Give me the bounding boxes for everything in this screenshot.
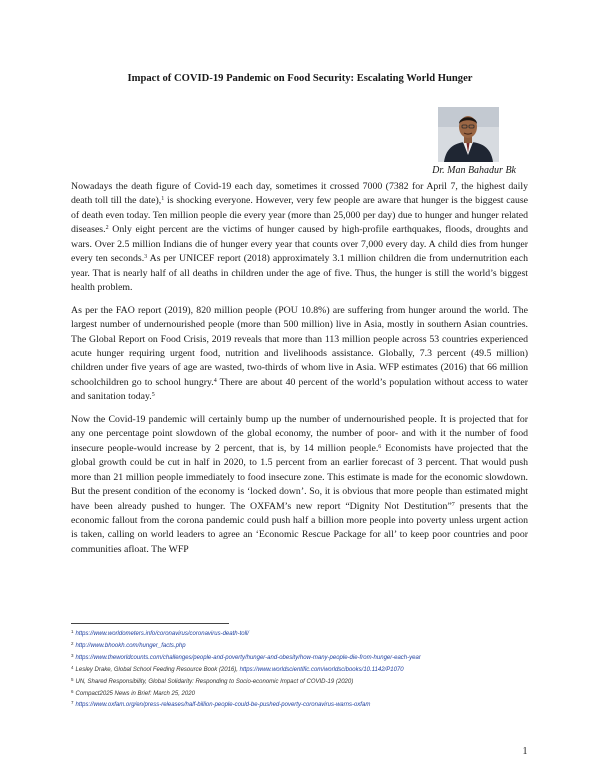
page-number: 1 bbox=[522, 746, 528, 757]
article-title: Impact of COVID-19 Pandemic on Food Security: Escalating World Hunger bbox=[127, 73, 473, 84]
paragraph-text: There are about 40 percent of the world’s population without access to water and sanitation today. bbox=[71, 376, 529, 403]
author-photo bbox=[438, 107, 499, 162]
footnote-item bbox=[71, 665, 531, 677]
footnote-item bbox=[71, 641, 531, 653]
footnote-item bbox=[71, 629, 531, 641]
footnote-number: 2 bbox=[71, 640, 74, 646]
footnote-number: 3 bbox=[71, 652, 74, 658]
footnote-ref[interactable]: 7 bbox=[451, 501, 455, 508]
footnote-ref[interactable]: 5 bbox=[151, 392, 155, 399]
article-body bbox=[71, 180, 528, 565]
footnote-link[interactable]: https://www.worldscientific.com/worldscibooks/10.1142/P1070 bbox=[239, 666, 404, 673]
body-paragraph bbox=[71, 413, 528, 558]
paragraph-text: presents that the economic fallout from the corona pandemic could push half a billion more people into poverty unless urgent action is taken, calling on world leaders to agree an ‘Economic Rescue Package for all’ to keep poor countries and poor communities afloat. The WFP bbox=[71, 500, 528, 555]
footnote-link[interactable]: https://www.theworldcounts.com/challenges/people-and-poverty/hunger-and-obesity/how-many-people-die-from-hunger-each-year bbox=[75, 654, 421, 661]
footnote-text: UN, Shared Responsibility, Global Solidarity: Responding to Socio-economic Impact of COVID-19 (2020) bbox=[75, 678, 354, 685]
footnote-item bbox=[71, 653, 531, 665]
footnote-ref[interactable]: 3 bbox=[144, 254, 148, 261]
footnote-link[interactable]: https://www.oxfam.org/en/press-releases/half-billion-people-could-be-pushed-poverty-coronavirus-warns-oxfam bbox=[75, 702, 371, 709]
footnote-number: 1 bbox=[71, 629, 74, 634]
footnote-item bbox=[71, 677, 531, 689]
paragraph-text: Now the Covid-19 pandemic will certainly bump up the number of undernourished people. It is projected that for any one percentage point slowdown of the global economy, the number of poor- and with it the number of food insecure people-would increase by 2 percent, that is, by 14 million people. bbox=[71, 413, 528, 454]
paragraph-text: is shocking everyone. However, very few people are aware that hunger is the biggest cause of death even today. Ten million people die every year (more than 25,000 per day) due to hunger and hunger related diseases. bbox=[71, 195, 528, 236]
paragraph-text: As per the FAO report (2019), 820 million people (POU 10.8%) are suffering from hunger around the world. The largest number of undernourished people (more than 500 million) live in Asia, mostly in southern Asian countries. The Global Report on Food Crisis, 2019 reveals that more than 113 million people across 53 countries experienced acute hunger requiring urgent food, nutrition and livelihoods assistance. Globally, 7.3 percent (49.5 million) children under five years of age are wasted, two-thirds of whom live in Asia. WFP estimates (2016) that 66 million schoolchildren go to school hungry. bbox=[71, 304, 528, 388]
footnote-text: Lesley Drake, Global School Feeding Resource Book (2016), bbox=[75, 666, 240, 673]
footnote-text: Compact2025 News in Brief: March 25, 2020 bbox=[75, 690, 195, 697]
footnote-ref[interactable]: 6 bbox=[378, 443, 382, 450]
paragraph-text: Nowadays the death figure of Covid-19 each day, sometimes it crossed 7000 (7382 for April 7, the highest daily death toll till the date), bbox=[71, 181, 528, 207]
footnote-separator bbox=[71, 623, 229, 624]
footnote-link[interactable]: https://www.worldometers.info/coronavirus/coronavirus-death-toll/ bbox=[75, 631, 249, 637]
footnote-number: 6 bbox=[71, 688, 74, 694]
body-paragraph bbox=[71, 180, 528, 296]
footnote-number: 5 bbox=[71, 676, 74, 682]
footnotes bbox=[71, 629, 531, 712]
footnote-number: 7 bbox=[71, 700, 74, 706]
footnote-ref[interactable]: 1 bbox=[161, 196, 165, 203]
paragraph-text: As per UNICEF report (2018) approximately 3.1 million children die from undernutrition each year. That is nearly half of all deaths in children under the age of five. Thus, the hunger is still the world’s biggest health problem. bbox=[71, 253, 528, 294]
footnote-ref[interactable]: 2 bbox=[105, 225, 109, 232]
portrait-icon bbox=[438, 107, 499, 162]
footnote-item bbox=[71, 700, 531, 712]
author-name: Dr. Man Bahadur Bk bbox=[432, 165, 516, 176]
body-paragraph bbox=[71, 304, 528, 405]
footnote-ref[interactable]: 4 bbox=[213, 377, 217, 384]
paragraph-text: Economists have projected that the global growth could be cut in half in 2020, to 1.5 percent from an earlier forecast of 3 percent. That would push more than 21 million people immediately to food insecure zone. This estimate is made for the economic slowdown. But the present condition of the economy is ‘locked down’. So, it is obvious that more people than estimated might have been already pushed to hunger. The OXFAM’s new report “Dignity Not Destitution” bbox=[71, 442, 528, 512]
footnote-number: 4 bbox=[71, 664, 74, 670]
paragraph-text: Only eight percent are the victims of hunger caused by high-profile earthquakes, floods, droughts and wars. Over 2.5 million Indians die of hunger every year that counts over 7,000 every day. A child dies from hunger every ten seconds. bbox=[71, 224, 528, 265]
footnote-link[interactable]: http://www.bhookh.com/hunger_facts.php bbox=[75, 642, 186, 649]
footnote-item bbox=[71, 689, 531, 701]
